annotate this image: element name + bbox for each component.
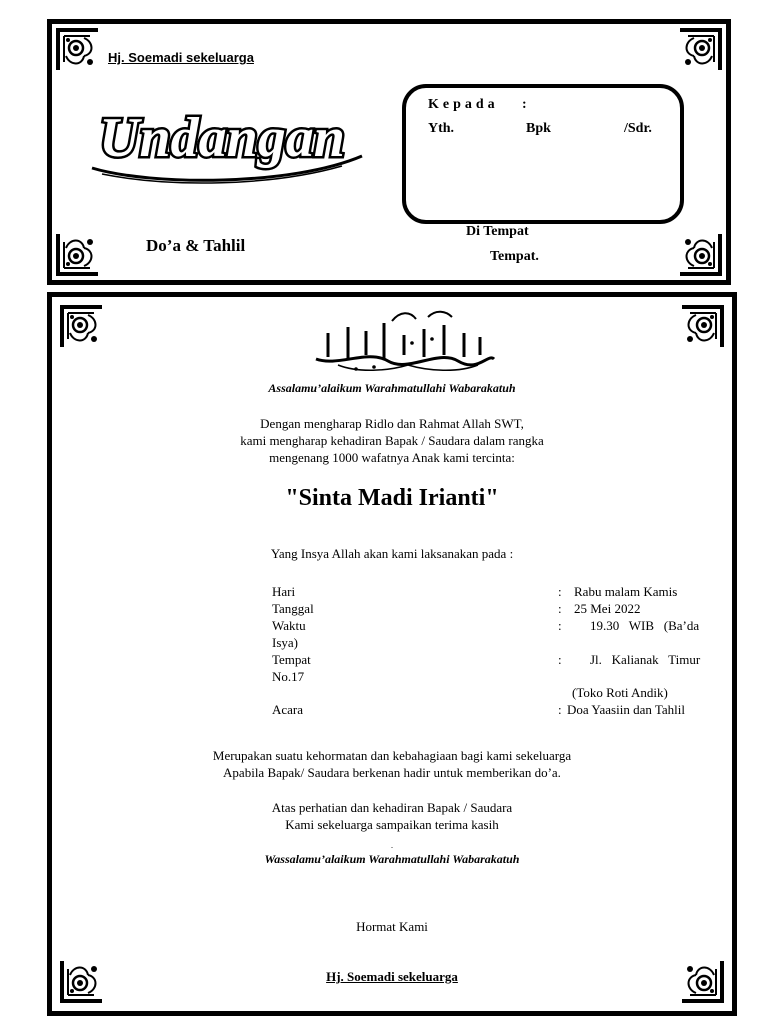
intro-line: kami mengharap kehadiran Bapak / Saudara dalam rangka (240, 433, 544, 448)
closing-line: Atas perhatian dan kehadiran Bapak / Saudara (271, 800, 513, 815)
acara-value: Doa Yaasiin dan Tahlil (567, 702, 686, 717)
intro-line: mengenang 1000 wafatnya Anak kami tercinta: (269, 450, 515, 465)
envelope-card (47, 19, 731, 285)
sdr-label: /Sdr. (624, 121, 652, 136)
corner-ornament-icon (54, 26, 100, 72)
bpk-label: Bpk (526, 121, 551, 136)
closing-line: Kami sekeluarga sampaikan terima kasih (285, 817, 499, 832)
separator: : (558, 652, 562, 667)
corner-ornament-icon (678, 232, 724, 278)
tanggal-value: 25 Mei 2022 (574, 601, 641, 616)
sender-name: Hj. Soemadi sekeluarga (108, 50, 254, 65)
greeting: Assalamu’alaikum Warahmatullahi Wabarakatuh (268, 381, 516, 395)
hari-value: Rabu malam Kamis (574, 584, 678, 599)
separator: : (558, 584, 562, 599)
bismillah-calligraphy-icon (308, 309, 498, 375)
closing-line: Merupakan suatu kehormatan dan kebahagiaan bagi kami sekeluarga (212, 748, 572, 763)
separator: : (558, 702, 562, 717)
event-label: Do’a & Tahlil (146, 236, 246, 255)
intro-line: Dengan mengharap Ridlo dan Rahmat Allah SWT, (260, 416, 524, 431)
intro-paragraph (52, 415, 732, 466)
place-line-2: Tempat. (490, 249, 539, 264)
tempat-label: Tempat (272, 652, 311, 667)
corner-ornament-icon (58, 303, 104, 349)
schedule-lead: Yang Insya Allah akan kami laksanakan pada : (270, 546, 514, 561)
letter-card (47, 292, 737, 1016)
closing-paragraph-1 (52, 747, 732, 781)
corner-ornament-icon (680, 303, 726, 349)
acara-label: Acara (272, 702, 304, 717)
tempat-value-extra: (Toko Roti Andik) (572, 685, 668, 700)
tempat-value: Jl. Kalianak Timur (590, 652, 701, 667)
corner-ornament-icon (54, 232, 100, 278)
undangan-logo-text: Undangan (99, 107, 345, 169)
to-label: Kepada (428, 97, 499, 112)
yth-label: Yth. (428, 121, 455, 136)
corner-ornament-icon (678, 26, 724, 72)
waktu-value: 19.30 WIB (Ba’da (590, 618, 700, 633)
tempat-value-wrap: No.17 (272, 669, 305, 684)
closing-line: Apabila Bapak/ Saudara berkenan hadir untuk memberikan do’a. (223, 765, 561, 780)
closing-paragraph-2 (52, 799, 732, 833)
to-colon: : (522, 97, 527, 112)
regards: Hormat Kami (356, 919, 428, 934)
deceased-name: "Sinta Madi Irianti" (285, 485, 499, 511)
farewell: Wassalamu’alaikum Warahmatullahi Wabarakatuh (264, 852, 520, 866)
stray-dot: . (391, 841, 393, 850)
waktu-value-wrap: Isya) (272, 635, 298, 650)
tanggal-label: Tanggal (272, 601, 314, 616)
place-line-1: Di Tempat (466, 224, 529, 239)
hari-label: Hari (272, 584, 296, 599)
separator: : (558, 601, 562, 616)
signature: Hj. Soemadi sekeluarga (326, 969, 458, 984)
separator: : (558, 618, 562, 633)
waktu-label: Waktu (272, 618, 306, 633)
undangan-logo (72, 96, 372, 191)
